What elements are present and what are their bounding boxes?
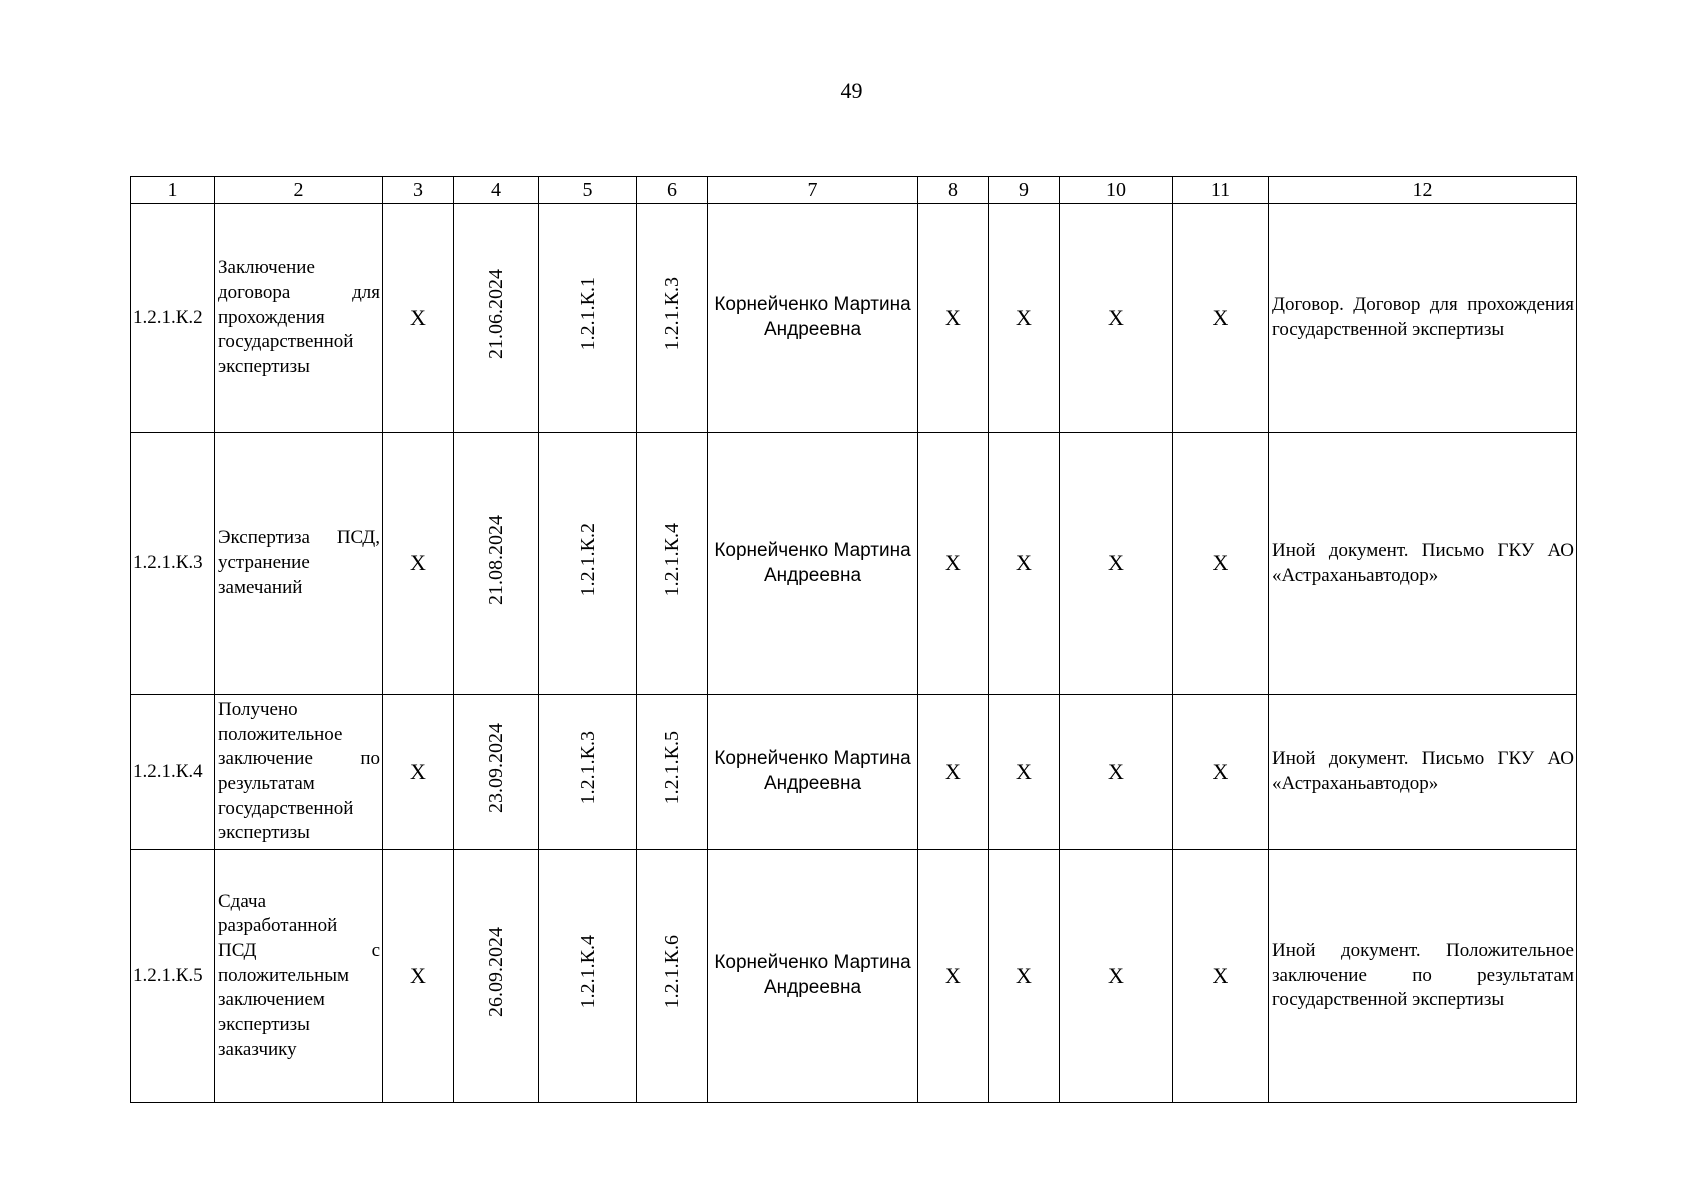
- row-stage-name: Экспертиза ПСД, устранение замечаний: [215, 433, 383, 695]
- header-cell: 9: [989, 177, 1060, 204]
- date-text: 23.09.2024: [485, 723, 507, 814]
- row-responsible: Корнейченко Мартина Андреевна: [708, 695, 918, 850]
- successor-text: 1.2.1.К.6: [661, 935, 683, 1009]
- row-predecessor: [539, 204, 637, 433]
- cell-x-mark: X: [989, 695, 1060, 850]
- row-document: Иной документ. Письмо ГКУ АО «Астраханьавтодор»: [1269, 695, 1577, 850]
- cell-x-mark: X: [1173, 850, 1269, 1103]
- predecessor-text: 1.2.1.К.1: [576, 277, 599, 351]
- cell-x-mark: X: [383, 695, 454, 850]
- cell-x-mark: X: [918, 850, 989, 1103]
- row-date: [454, 204, 539, 433]
- row-document: Договор. Договор для прохождения государственной экспертизы: [1269, 204, 1577, 433]
- cell-x-mark: X: [989, 850, 1060, 1103]
- row-predecessor: [539, 850, 637, 1103]
- cell-x-mark: X: [989, 433, 1060, 695]
- cell-x-mark: X: [1173, 695, 1269, 850]
- header-cell: 3: [383, 177, 454, 204]
- row-predecessor: [539, 433, 637, 695]
- date-text: 21.06.2024: [485, 269, 507, 360]
- row-stage-name: Заключение договора для прохождения государственной экспертизы: [215, 204, 383, 433]
- header-cell: 11: [1173, 177, 1269, 204]
- cell-x-mark: X: [989, 204, 1060, 433]
- row-document: Иной документ. Письмо ГКУ АО «Астраханьавтодор»: [1269, 433, 1577, 695]
- header-cell: 2: [215, 177, 383, 204]
- row-code: 1.2.1.К.5: [131, 850, 215, 1103]
- row-responsible: Корнейченко Мартина Андреевна: [708, 433, 918, 695]
- control-points-table: [130, 176, 1577, 1103]
- row-document: Иной документ. Положительное заключение по результатам государственной экспертизы: [1269, 850, 1577, 1103]
- cell-x-mark: X: [1060, 695, 1173, 850]
- table-row: [131, 433, 1577, 695]
- header-cell: 1: [131, 177, 215, 204]
- row-responsible: Корнейченко Мартина Андреевна: [708, 850, 918, 1103]
- cell-x-mark: X: [1060, 433, 1173, 695]
- row-successor: [637, 850, 708, 1103]
- row-successor: [637, 204, 708, 433]
- row-responsible: Корнейченко Мартина Андреевна: [708, 204, 918, 433]
- row-stage-name: Сдача разработанной ПСД с положительным заключением экспертизы заказчику: [215, 850, 383, 1103]
- date-text: 26.09.2024: [485, 927, 507, 1018]
- cell-x-mark: X: [1173, 204, 1269, 433]
- cell-x-mark: X: [383, 850, 454, 1103]
- cell-x-mark: X: [383, 433, 454, 695]
- cell-x-mark: X: [1060, 850, 1173, 1103]
- row-code: 1.2.1.К.3: [131, 433, 215, 695]
- table-row: [131, 850, 1577, 1103]
- row-predecessor: [539, 695, 637, 850]
- header-cell: 8: [918, 177, 989, 204]
- row-date: [454, 433, 539, 695]
- row-code: 1.2.1.К.4: [131, 695, 215, 850]
- table-row: [131, 695, 1577, 850]
- row-date: [454, 850, 539, 1103]
- page-number: 49: [840, 78, 863, 103]
- cell-x-mark: X: [383, 204, 454, 433]
- header-cell: 5: [539, 177, 637, 204]
- row-date: [454, 695, 539, 850]
- cell-x-mark: X: [918, 204, 989, 433]
- row-code: 1.2.1.К.2: [131, 204, 215, 433]
- successor-text: 1.2.1.К.5: [661, 731, 683, 805]
- header-cell: 6: [637, 177, 708, 204]
- row-stage-name: Получено положительное заключение по результатам государственной экспертизы: [215, 695, 383, 850]
- cell-x-mark: X: [918, 433, 989, 695]
- successor-text: 1.2.1.К.4: [661, 522, 683, 597]
- header-cell: 10: [1060, 177, 1173, 204]
- successor-text: 1.2.1.К.3: [661, 277, 683, 351]
- row-successor: [637, 695, 708, 850]
- cell-x-mark: X: [1173, 433, 1269, 695]
- header-cell: 12: [1269, 177, 1577, 204]
- cell-x-mark: X: [1060, 204, 1173, 433]
- date-text: 21.08.2024: [485, 514, 507, 605]
- predecessor-text: 1.2.1.К.2: [576, 522, 599, 597]
- table-header-row: [131, 177, 1577, 204]
- table-row: [131, 204, 1577, 433]
- header-cell: 7: [708, 177, 918, 204]
- predecessor-text: 1.2.1.К.4: [576, 935, 599, 1009]
- predecessor-text: 1.2.1.К.3: [576, 731, 599, 805]
- row-successor: [637, 433, 708, 695]
- header-cell: 4: [454, 177, 539, 204]
- cell-x-mark: X: [918, 695, 989, 850]
